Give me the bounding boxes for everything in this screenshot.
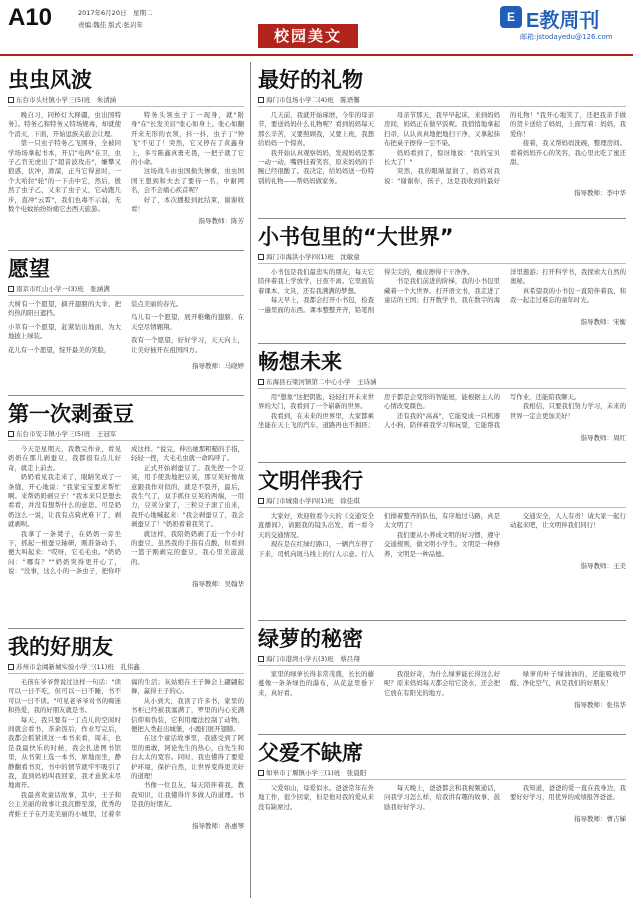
article-title: 文明伴我行 <box>258 469 363 493</box>
article-title: 第一次剥蚕豆 <box>8 402 134 426</box>
article-byline: 海门市海洪小学四(1)班 沈敏童 <box>258 252 626 264</box>
divider <box>8 628 244 629</box>
e-logo-icon: E <box>500 6 522 28</box>
bullet-icon <box>258 254 264 260</box>
article-body: 几天前，我就开始琢磨，今年的母亲节，要送妈妈什么礼物呢？看到妈妈每天那么辛苦，又要照顾我，又要上班，我想给妈妈一个惊喜。 我开始认真观察妈妈，发现妈妈是那一动一动，嘴唇挂着笑容，原来妈妈的手腕已经很酸了。我决定，给妈妈送一份特别的礼物——帮妈妈做家务。 母亲节那天，我早早起床，来到妈妈房间，妈妈正在做早饭呢。我悄悄地拿起扫帚，认认真真地把地扫干净，又拿起抹布把桌子擦得一尘不染。 妈妈看到了，惊讶地说："我的宝贝长大了！" 突然，我的眼睛湿润了，妈妈对我说："谢谢你，孩子，这是我收到的最好的礼物！"我开心地笑了，还把我亲手做的贺卡送给了妈妈，上面写着：妈妈，我爱你！ 接着，我又帮妈妈洗碗，整理房间。看着妈妈开心的笑容，我心里比吃了蜜还甜。 <box>258 111 626 185</box>
email-line: 邮箱:jstodayedu@126.com <box>520 33 613 41</box>
teacher-credit: 指导教师：马晓婷 <box>192 362 244 371</box>
divider <box>8 395 244 396</box>
article-love <box>258 741 626 823</box>
article-body: 家里的绿萝长得非常茂盛，长长的藤蔓像一条条绿色的瀑布，从花盆里垂下来，真好看。 我很好奇，为什么绿萝能长得这么好呢？原来妈妈每天都会给它浇水，还会把它放在有阳光的地方。 绿萝的叶子绿油油的，还能吸收甲醛、净化空气，真是我们的好朋友！ <box>258 670 626 697</box>
article-title: 畅想未来 <box>258 350 342 374</box>
article-bigworld <box>258 225 626 326</box>
article-title: 虫虫风波 <box>8 68 92 92</box>
bullet-icon <box>258 498 264 504</box>
article-body: 父爱如山，母爱似水。爸爸常年在外地工作，很少回家，但是他对我的爱从来没有缺席过。 每天晚上，爸爸都会和我视频通话，问我学习怎么样，给我讲有趣的故事，鼓励我好好学习。 我知道，爸爸的爱一直在我身边，我要好好学习，用优异的成绩报答爸爸。 <box>258 784 626 811</box>
article-title: 父爱不缺席 <box>258 741 363 765</box>
article-byline: 海门市港湾小学五(3)班 蔡吕翔 <box>258 654 626 666</box>
article-body: 小书包是我们最忠实的朋友，每天它陪伴着我上学放学，日夜不离。它里面装着课本、文具，还有我满满的梦想。 每天早上，我都会打开小书包，检查一遍里面的东西。课本整整齐齐，铅笔削得尖尖的，橡皮擦得干干净净。 书是我们前进的阶梯，我的小书包里藏着一个大世界。打开语文书，我走进了童话的王国；打开数学书，我在数字的海洋里遨游；打开科学书，我探索大自然的奥秘。 真希望我的小书包一直陪伴着我，和我一起走过难忘的童年时光。 <box>258 268 626 314</box>
teacher-credit: 指导教师：张伟华 <box>574 701 626 710</box>
article-byline: 东海县石梁河镇第二中心小学 王诗涵 <box>258 377 626 389</box>
article-gift <box>258 68 626 197</box>
divider <box>8 250 244 251</box>
teacher-credit: 指导教师：陈芳 <box>198 217 244 226</box>
article-body: 用"想象"这把钥匙，轻轻打开未来世界的大门，我看到了一个崭新的世界。 我看到，在未来的世界里，大家都乘坐能在天上飞的汽车，道路再也不拥挤；房子都是会变形的智能屋，能根据主人的心情改变颜色。 还有我的"高高"，它能变成一只机器人小狗，陪伴着我学习和玩耍，它能帮我写作业，还能陪我聊天。 我相信，只要我们努力学习，未来的世界一定会更加美好！ <box>258 393 626 430</box>
article-body: 大树有一个愿望，摘开翅膀的大伞，把灼热的阳日遮挡。 小草有一个愿望，赶紧钻出地面，为大地披上绿装。 花儿有一个愿望，绽开最美的笑脸， 装点美丽的春光。 鸟儿有一个愿望，展开稚嫩的翅膀，在天空尽情翱翔。 我有一个愿望，好好学习，天天向上，让美好插开在祖国四方。 <box>8 300 244 354</box>
bullet-icon <box>258 770 264 776</box>
divider <box>258 734 626 735</box>
bullet-icon <box>258 379 264 385</box>
bullet-icon <box>258 656 264 662</box>
divider <box>258 620 626 621</box>
article-friend <box>8 635 244 830</box>
page-number: A10 <box>8 4 53 31</box>
article-byline: 东台市头灶镇小学三(5)班 朱清涵 <box>8 95 244 107</box>
article-title: 绿萝的秘密 <box>258 627 363 651</box>
teacher-credit: 指导教师：曹吉娣 <box>574 815 626 824</box>
column-divider <box>250 62 251 898</box>
article-worm <box>8 68 244 225</box>
article-wish <box>8 257 244 370</box>
teacher-credit: 指导教师：宋衡 <box>580 318 626 327</box>
article-body: 毛孩在爷爷曾说过这样一句话："读可以一日不吃，但可以一日不睡，书不可以一日不读。"可见老爷爷对书的痴迷和热爱，我的好朋友就是书。 每天，我只要有一丁点儿的空闲时间就会看书，茶余饭后，作业写完后，我都会抓紧读这一本书来看，周末，也是我最快乐的时候，我会扎进图书馆里，从书架上选一本书，席地而坐，静静翻看书页，书中的情节就牢牢吸引了我，直到妈妈叫我回家，我才意犹未尽地离开。 我最喜欢童话故事，其中，王子和公主美丽的故事让我沉醉至深，优秀的青蛙王子在丹麦美丽的小城里，过着幸福的生活；灰姑娘在王子舞会上翩翩起舞，赢得王子的心。 从小到大，我读了许多书，家里的书柜已经被我塞满了，罗里的内心充满信仰和伪装，它利用魔法控制了动物，便把人类赶出城堡，小鹿们展开翅膀。 在这个童话故事里，我感受到了阿里的勇敢，阿论先生的热心，白先生和白太太的宽容。同时，我也懂得了要爱护环境，保护自然，让世界变得更美好的道理！ 书像一位良友，每天陪伴着我，教我知识，让我懂得许多做人的道理。书是我的好朋友。 <box>8 678 244 818</box>
article-byline: 如皋市丁堰镇小学三(1)班 张晨阳 <box>258 768 626 780</box>
teacher-credit: 指导教师：孙惠琴 <box>192 822 244 831</box>
article-future <box>258 350 626 442</box>
divider <box>258 218 626 219</box>
bullet-icon <box>8 431 14 437</box>
date-line: 2017年6月20日 星期二 <box>78 9 153 17</box>
article-civil <box>258 469 626 570</box>
teacher-credit: 指导教师：李中华 <box>574 189 626 198</box>
editors-line: 责编:魏佳 版式:张岩年 <box>78 21 143 29</box>
teacher-credit: 指导教师：周红 <box>580 433 626 442</box>
article-radish <box>258 627 626 709</box>
section-banner: 校园美文 <box>258 24 358 48</box>
article-byline: 南京市红山小学一(3)班 张涵满 <box>8 284 244 296</box>
article-title: 最好的礼物 <box>258 68 363 92</box>
bullet-icon <box>258 97 264 103</box>
teacher-credit: 指导教师：吴翰华 <box>192 579 244 588</box>
article-body: 晚自习，同桥灯大释疆，虫出国特务｝。特务乙和特务乂特场规毒，却就使个消灭，下面，开始逗族关旅会让理。 第一只虫子特务乙飞围身，全被同学场场拿起书本，开启"电两"在卫，虫子乙官无虎出了"超音波攻击"，嫌攀又狼惑，伏冲，滑溜，正当它得意时，一个大哈拉"轮"的一下击中它，然后，殷然了虫子乙，又来了虫子乂，它动跑几步，直冲"云霄"，我们也毒不示弱，无数个电蚊拍纷纷痛它去西天旅游。 特务头领虫子丁一现身，就"附身"在"长发美眉"张心如身上。张心如翻开来无形的衣领，抖一抖，虫子丁"钟飞"不见了！突然，它又停在了黄鑫身上，多亏陈鑫真勇无畏，一把子就了它的小命。 这场战斗由虫国损失惨重，虫虫国国王想到和夫去了要待一名，中耐网名，会不会痛心疾首呢？ 好了，本次播报到此结束，谢谢收看！ <box>8 111 244 214</box>
bullet-icon <box>8 97 14 103</box>
article-title: 小书包里的“大世界” <box>258 225 454 249</box>
article-silkworm <box>8 402 244 588</box>
article-body: 大家好，欢迎收看今天的《交通安全直播间》，请跟我的镜头出发，看一看今天的交通情况。 现在是在红绿灯路口，一辆汽车停了下来，司机向斑马线上的行人示意。行人们排着整齐的队伍，有序地过马路，真是太文明了！ 我们要从小养成文明的好习惯，遵守交通规则，做文明小学生。文明是一种修养，文明是一种品德。 交通安全，人人有责！请大家一起行动起来吧，让文明伴我们同行！ <box>258 512 626 558</box>
article-body: 今天是星期天，我教完作业，看见奶奶在那儿剥蚕豆，我都很有点儿好奇，就走上前去。 奶奶看见我走来了，眼睛笑成了一条缝，开心地说："我家宝宝要来帮忙啊。来帮奶奶剥豆子！"我本来只是想去看看，并没有想帮什么的意思。可是奶奶这么一说，让我有点骑虎难下了，剥就剥呗。 我拿了一条凳子，在奶奶一旁坐下，抓起一根蚕豆轴研，刚准备动手，便大叫起来："哎呀，它毛毛虫。"奶奶问："哪有？""奶奶突得更开心了，说："没事，这么小的一条虫子，把你吓成这样。"说完，伸出她那粗糙的手指，轻轻一捏，大毛毛虫就一命呜呼了。 正式开始剥蚕豆了。我先捏一个豆荚，用手使劲地把豆荚，那豆荚好像故意跟我作对似的，就是不裂开，最后，我生气了，双手抓住豆荚的两端，一用力，豆荚分家了，三粒豆子滚了出来，我开心地喊起来："我会剥蚕豆了，我会剥蚕豆了！"奶奶看着我笑了。 就这样，我陪奶奶剥了近一个小时的蚕豆，虽然我的手指有点酸，但看到一篮子刚剥完的蚕豆，我心里美滋滋的。 <box>8 445 244 576</box>
article-byline: 海门市包场小学二(4)班 陈语馨 <box>258 95 626 107</box>
teacher-credit: 指导教师：王美 <box>580 562 626 571</box>
article-title: 愿望 <box>8 257 50 281</box>
article-byline: 海门市城南小学四(1)班 徐佳琪 <box>258 496 626 508</box>
bullet-icon <box>8 664 14 670</box>
divider <box>258 462 626 463</box>
bullet-icon <box>8 286 14 292</box>
divider <box>258 343 626 344</box>
article-title: 我的好朋友 <box>8 635 113 659</box>
publication-logo: E教周刊 <box>526 10 600 32</box>
page-header <box>0 0 633 56</box>
article-byline: 苏州市金阊新城实验小学三(11)班 孔伟鑫 <box>8 662 244 674</box>
article-byline: 东台市安丰镇小学三(5)班 王冠军 <box>8 429 244 441</box>
